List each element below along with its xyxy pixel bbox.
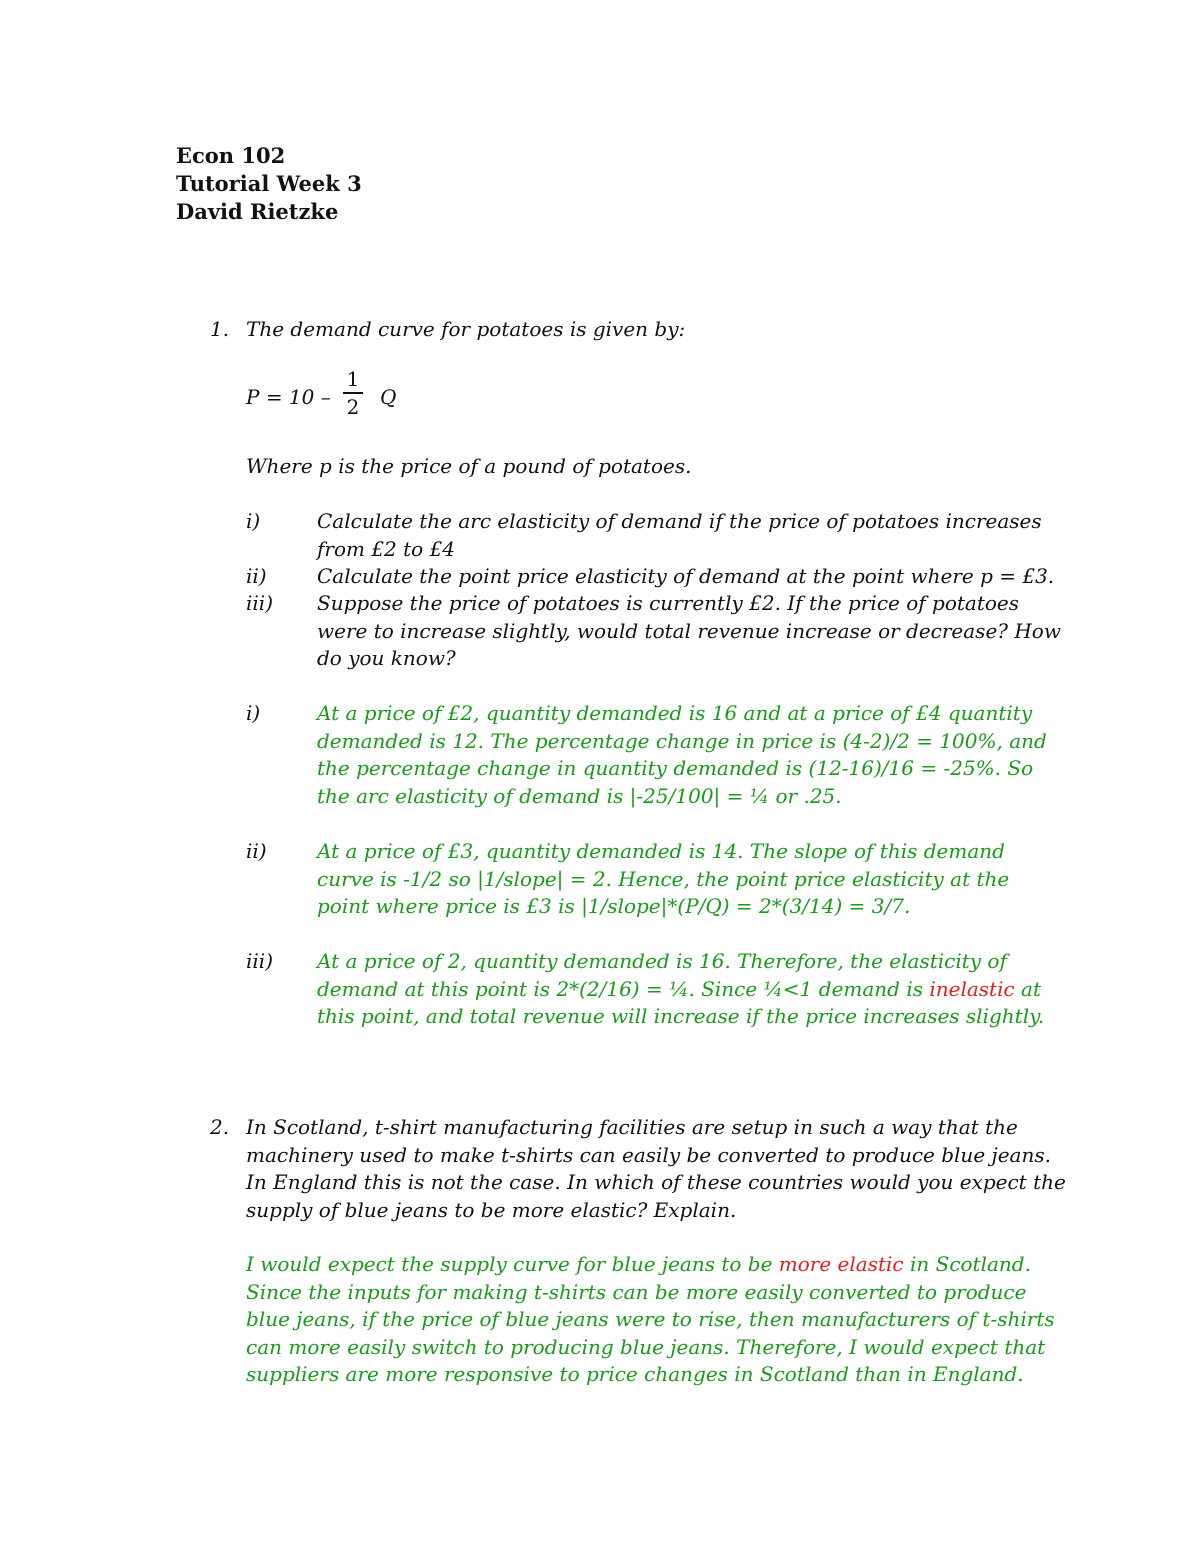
text-line: the arc elasticity of demand is |-25/100| = ¼ or .25. (317, 783, 842, 808)
document-header (176, 142, 362, 226)
q1-answer-ii-label: ii) (246, 839, 267, 863)
q1-part-ii-label: ii) (246, 564, 267, 588)
text-line: can more easily switch to producing blue jeans. Therefore, I would expect that (246, 1334, 1046, 1359)
tutorial-title: Tutorial Week 3 (176, 171, 362, 196)
text-line: this point, and total revenue will increase if the price increases slightly. (317, 1004, 1045, 1028)
text-line: from £2 to £4 (317, 536, 456, 561)
text-line: At a price of £2, quantity demanded is 16 and at a price of £4 quantity (317, 701, 1033, 725)
text-line: In Scotland, t-shirt manufacturing facilities are setup in such a way that the (246, 1115, 1018, 1139)
q1-equation-right: Q (380, 385, 397, 409)
q2-prompt (246, 1114, 1066, 1224)
q1-answer-i-label: i) (246, 701, 261, 725)
text-line: machinery used to make t-shirts can easily be converted to produce blue jeans. (246, 1142, 1051, 1167)
text-line: In England this is not the case. In which of these countries would you expect the (246, 1170, 1066, 1194)
text-line: the percentage change in quantity demanded is (12-16)/16 = -25%. So (317, 756, 1034, 780)
q1-number: 1. (210, 317, 230, 341)
text-line: At a price of £3, quantity demanded is 14. The slope of this demand (317, 839, 1005, 863)
text-segment: at (1014, 976, 1042, 1001)
text-line (317, 976, 1044, 1004)
text-segment: in Scotland. (903, 1252, 1031, 1276)
fraction-bar (343, 392, 363, 394)
text-line: Calculate the point price elasticity of demand at the point where p = £3. (317, 564, 1055, 588)
course-title: Econ 102 (176, 143, 286, 168)
text-line: suppliers are more responsive to price changes in Scotland than in England. (246, 1362, 1024, 1386)
q1-prompt: The demand curve for potatoes is given by: (246, 317, 686, 341)
highlight-inelastic: inelastic (929, 976, 1015, 1001)
q1-answer-iii-label: iii) (246, 949, 273, 973)
text-line: blue jeans, if the price of blue jeans were to rise, then manufacturers of t-shirts (246, 1307, 1055, 1331)
q1-where: Where p is the price of a pound of potatoes. (246, 454, 692, 478)
q2-answer (246, 1251, 1055, 1389)
q1-part-iii-label: iii) (246, 591, 273, 615)
text-line: demanded is 12. The percentage change in price is (4-2)/2 = 100%, and (317, 728, 1047, 753)
highlight-more-elastic: more elastic (778, 1252, 904, 1276)
q1-answer-iii-text (317, 948, 1044, 1031)
text-line: do you know? (317, 646, 456, 670)
text-segment: demand at this point is 2*(2/16) = ¼. Since ¼<1 demand is (317, 976, 930, 1001)
text-line (246, 1251, 1055, 1279)
text-line: Since the inputs for making t-shirts can be more easily converted to produce (246, 1279, 1027, 1304)
text-line: were to increase slightly, would total revenue increase or decrease? How (317, 618, 1061, 643)
fraction-denominator: 2 (346, 394, 360, 419)
q1-part-ii-text (317, 563, 1054, 591)
q1-part-i-label: i) (246, 509, 261, 533)
text-line: Suppose the price of potatoes is currently £2. If the price of potatoes (317, 591, 1019, 615)
fraction-numerator: 1 (346, 367, 360, 391)
q1-equation-left: P = 10 – (246, 385, 331, 409)
text-line: Calculate the arc elasticity of demand if the price of potatoes increases (317, 509, 1042, 533)
text-segment: I would expect the supply curve for blue jeans to be (246, 1252, 779, 1276)
q1-part-iii-text (317, 590, 1061, 673)
q1-fraction (338, 366, 368, 420)
q1-answer-i-text (317, 700, 1047, 810)
q1-part-i-text (317, 508, 1042, 563)
text-line: curve is -1/2 so |1/slope| = 2. Hence, the point price elasticity at the (317, 866, 1010, 891)
q1-answer-ii-text (317, 838, 1009, 921)
text-line: point where price is £3 is |1/slope|*(P/Q) = 2*(3/14) = 3/7. (317, 894, 911, 918)
text-line: supply of blue jeans to be more elastic? Explain. (246, 1197, 737, 1222)
text-line: At a price of 2, quantity demanded is 16. Therefore, the elasticity of (317, 949, 1007, 973)
author-name: David Rietzke (176, 199, 339, 224)
q2-number: 2. (210, 1115, 230, 1139)
